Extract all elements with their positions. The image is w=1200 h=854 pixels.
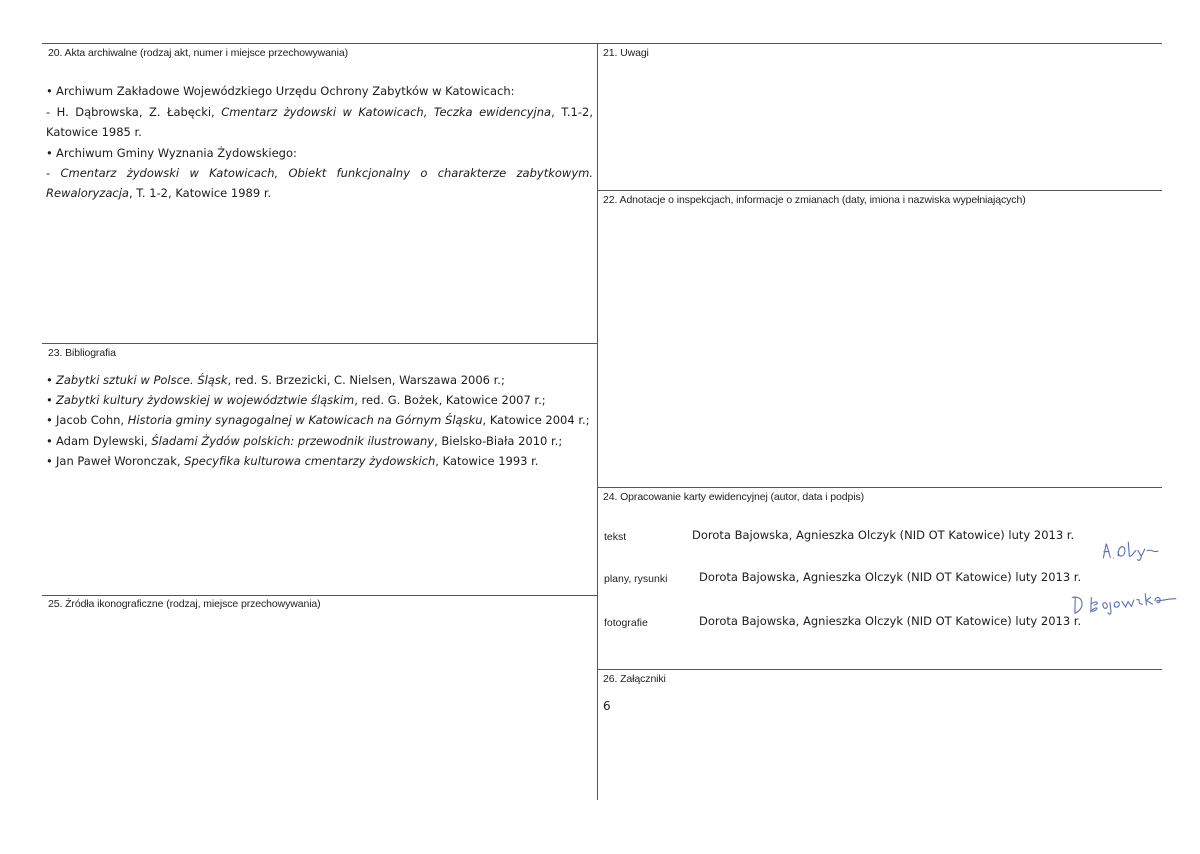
rule-right-24 — [598, 487, 1162, 488]
center-divider — [597, 43, 598, 800]
bullet: • — [46, 454, 53, 468]
archive-line-6: Rewaloryzacja, T. 1-2, Katowice 1989 r. — [46, 186, 272, 200]
bibliography-item-3: • Jacob Cohn, Historia gminy synagogalnej w Katowicach na Górnym Śląsku, Katowice 2004 r.; — [46, 410, 590, 430]
rule-right-22 — [598, 190, 1162, 191]
bullet: • — [46, 413, 53, 427]
archive-line-2: - H. Dąbrowska, Z. Łabęcki, Cmentarz żydowski w Katowicach, Teczka ewidencyjna, T.1-2, — [46, 105, 593, 119]
author-value-plans: Dorota Bajowska, Agnieszka Olczyk (NID OT Katowice) luty 2013 r. — [699, 570, 1082, 584]
rule-right-26 — [598, 669, 1162, 670]
section-24-heading: 24. Opracowanie karty ewidencyjnej (autor, data i podpis) — [603, 491, 865, 503]
bullet: • — [46, 146, 53, 160]
section-25-heading: 25. Źródła ikonograficzne (rodzaj, miejsce przechowywania) — [48, 598, 321, 610]
section-21-heading: 21. Uwagi — [603, 47, 649, 59]
bullet: • — [46, 373, 53, 387]
signature-bajowska — [1069, 580, 1182, 623]
bullet: • — [46, 84, 53, 98]
author-label-photos: fotografie — [604, 617, 648, 629]
rule-left-23 — [42, 343, 598, 344]
section-26-heading: 26. Załączniki — [603, 673, 666, 685]
bullet: • — [46, 434, 53, 448]
section-20-heading: 20. Akta archiwalne (rodzaj akt, numer i miejsce przechowywania) — [48, 47, 348, 59]
bullet: • — [46, 393, 53, 407]
signature-olczyk-scribble — [1099, 536, 1161, 564]
author-label-plans: plany, rysunki — [604, 573, 668, 585]
archive-line-4: • Archiwum Gminy Wyznania Żydowskiego: — [46, 143, 297, 163]
signature-bajowska-scribble — [1069, 580, 1181, 619]
bibliography-item-4: • Adam Dylewski, Śladami Żydów polskich: przewodnik ilustrowany, Bielsko-Biała 2010 r.; — [46, 431, 562, 451]
archive-line-1: • Archiwum Zakładowe Wojewódzkiego Urzędu Ochrony Zabytków w Katowicach: — [46, 81, 515, 101]
rule-left-25 — [42, 595, 598, 596]
bibliography-item-1: • Zabytki sztuki w Polsce. Śląsk, red. S. Brzezicki, C. Nielsen, Warszawa 2006 r.; — [46, 370, 505, 390]
attachments-count: 6 — [603, 699, 611, 713]
section-23-heading: 23. Bibliografia — [48, 347, 116, 359]
section-22-heading: 22. Adnotacje o inspekcjach, informacje o zmianach (daty, imiona i nazwiska wypełniających) — [603, 194, 1026, 206]
bibliography-item-5: • Jan Paweł Woronczak, Specyfika kulturowa cmentarzy żydowskich, Katowice 1993 r. — [46, 451, 538, 471]
top-rule — [42, 43, 1162, 44]
author-value-text: Dorota Bajowska, Agnieszka Olczyk (NID OT Katowice) luty 2013 r. — [692, 528, 1075, 542]
bibliography-item-2: • Zabytki kultury żydowskiej w województwie śląskim, red. G. Bożek, Katowice 2007 r.; — [46, 390, 546, 410]
archive-line-5: - Cmentarz żydowski w Katowicach, Obiekt funkcjonalny o charakterze zabytkowym. — [46, 166, 593, 180]
author-label-text: tekst — [604, 531, 627, 543]
archive-line-3: Katowice 1985 r. — [46, 125, 142, 139]
author-value-photos: Dorota Bajowska, Agnieszka Olczyk (NID OT Katowice) luty 2013 r. — [699, 614, 1082, 628]
signature-olczyk — [1099, 536, 1161, 568]
